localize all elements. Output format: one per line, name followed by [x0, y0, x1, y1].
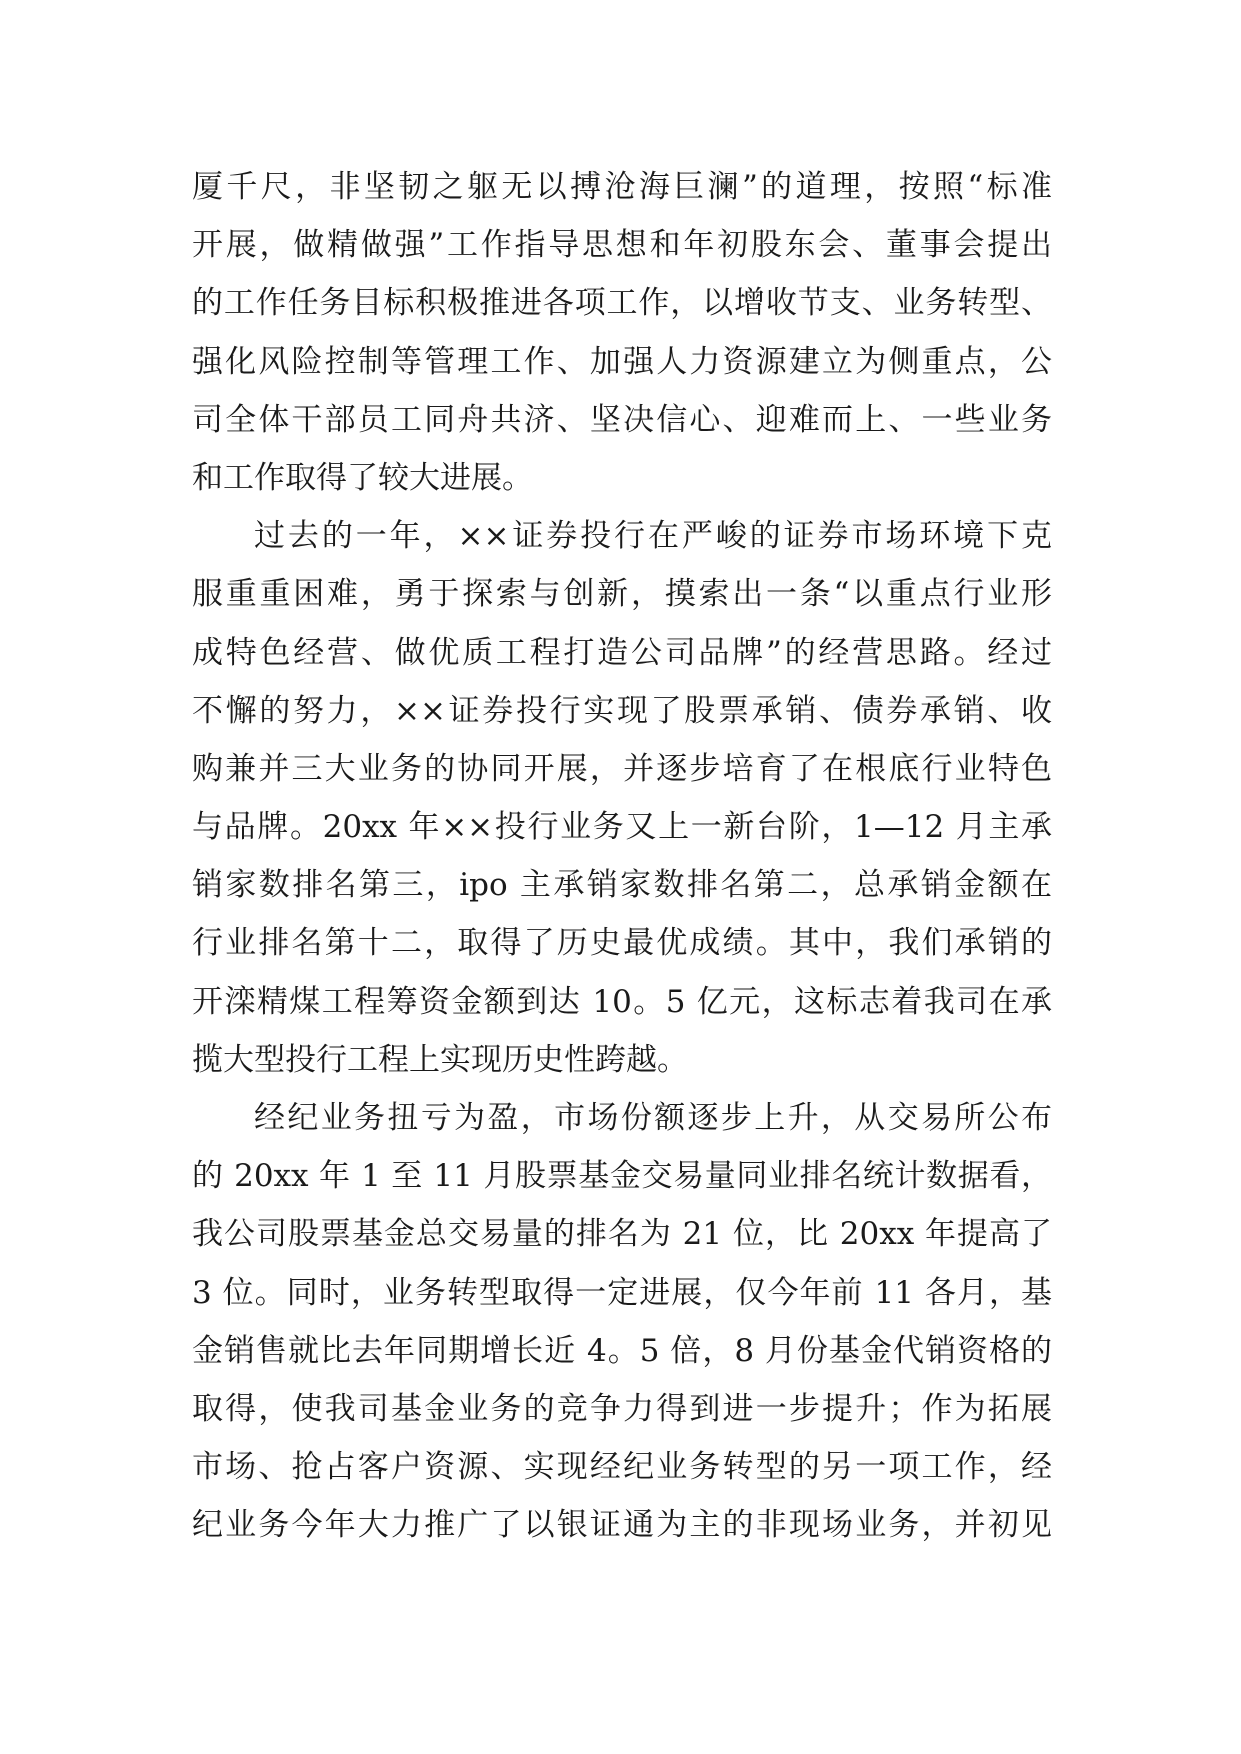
paragraph-3-line-1: 经纪业务扭亏为盈，市场份额逐步上升，从交易所公布 — [254, 1100, 1052, 1136]
paragraph-2-line-10: 揽大型投行工程上实现历史性跨越。 — [192, 1041, 688, 1078]
paragraph-2-line-3: 成特色经营、做优质工程打造公司品牌”的经营思路。经过 — [192, 634, 1052, 671]
paragraph-3-line-2: 的 20xx 年 1 至 11 月股票基金交易量同业排名统计数据看， — [192, 1158, 1052, 1195]
paragraph-3-line-4: 3 位。同时，业务转型取得一定进展，仅今年前 11 各月，基 — [192, 1274, 1052, 1311]
paragraph-2-line-1: 过去的一年，××证券投行在严峻的证券市场环境下克 — [254, 518, 1052, 555]
paragraph-3-line-5: 金销售就比去年同期增长近 4。5 倍，8 月份基金代销资格的 — [192, 1332, 1052, 1369]
paragraph-1-line-5: 司全体干部员工同舟共济、坚决信心、迎难而上、一些业务 — [192, 401, 1052, 438]
paragraph-3-line-7: 市场、抢占客户资源、实现经纪业务转型的另一项工作，经 — [192, 1449, 1052, 1486]
paragraph-3-line-6: 取得，使我司基金业务的竞争力得到进一步提升；作为拓展 — [192, 1390, 1052, 1427]
paragraph-1-line-3: 的工作任务目标积极推进各项工作，以增收节支、业务转型、 — [192, 285, 1052, 322]
paragraph-2-line-8: 行业排名第十二，取得了历史最优成绩。其中，我们承销的 — [192, 925, 1052, 962]
paragraph-1-line-2: 开展，做精做强”工作指导思想和年初股东会、董事会提出 — [192, 227, 1052, 264]
paragraph-1-line-1: 厦千尺，非坚韧之躯无以搏沧海巨澜”的道理，按照“标准 — [192, 169, 1052, 205]
paragraph-2-line-5: 购兼并三大业务的协同开展，并逐步培育了在根底行业特色 — [192, 750, 1052, 787]
paragraph-1-line-6: 和工作取得了较大进展。 — [192, 459, 533, 496]
body-text — [192, 158, 1052, 1555]
paragraph-2-line-4: 不懈的努力，××证券投行实现了股票承销、债券承销、收 — [192, 692, 1052, 729]
paragraph-2-line-9: 开滦精煤工程筹资金额到达 10。5 亿元，这标志着我司在承 — [192, 983, 1052, 1020]
paragraph-2-line-7: 销家数排名第三，ipo 主承销家数排名第二，总承销金额在 — [192, 867, 1052, 904]
paragraph-3-line-8: 纪业务今年大力推广了以银证通为主的非现场业务，并初见 — [192, 1507, 1052, 1544]
paragraph-3-line-3: 我公司股票基金总交易量的排名为 21 位，比 20xx 年提高了 — [192, 1216, 1052, 1253]
paragraph-1-line-4: 强化风险控制等管理工作、加强人力资源建立为侧重点，公 — [192, 343, 1052, 380]
paragraph-2-line-6: 与品牌。20xx 年××投行业务又上一新台阶，1—12 月主承 — [192, 809, 1052, 846]
paragraph-2-line-2: 服重重困难，勇于探索与创新，摸索出一条“以重点行业形 — [192, 576, 1052, 613]
